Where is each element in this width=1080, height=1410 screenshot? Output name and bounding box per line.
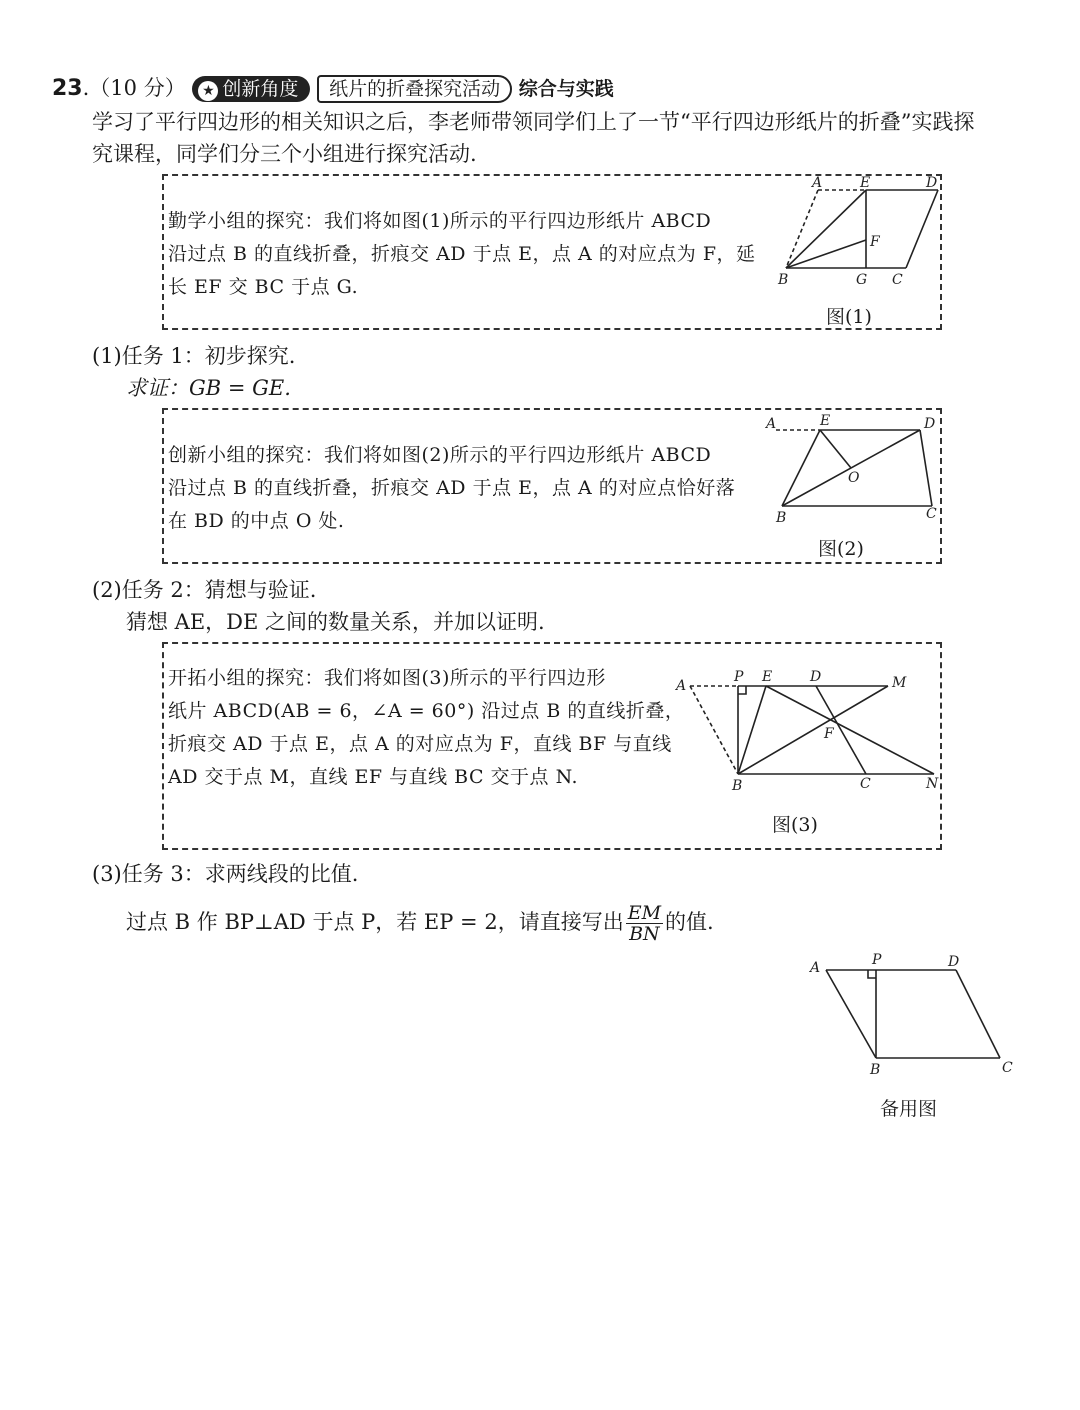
fig3-label-A: A <box>676 678 687 694</box>
spare-label-C: C <box>1002 1060 1013 1076</box>
box2-line-2: 沿过点 B 的直线折叠，折痕交 AD 于点 E，点 A 的对应点恰好落 <box>168 477 736 499</box>
fig2-label-D: D <box>924 416 936 432</box>
fig2-label-C: C <box>926 506 937 522</box>
spare-label-D: D <box>948 954 960 970</box>
fig3-label-M: M <box>892 675 907 691</box>
fig2-label-E: E <box>820 413 831 429</box>
fig1-label-B: B <box>778 272 789 288</box>
box3-line-2: 纸片 ABCD(AB = 6，∠A = 60°) 沿过点 B 的直线折叠， <box>168 700 685 722</box>
ratio-fraction <box>626 903 663 944</box>
box1-line-2: 沿过点 B 的直线折叠，折痕交 AD 于点 E，点 A 的对应点为 F，延 <box>168 243 756 265</box>
spare-label-A: A <box>810 960 821 976</box>
figure-2-caption: 图(2) <box>818 538 864 560</box>
fig3-label-P: P <box>734 669 744 685</box>
fig1-label-C: C <box>892 272 903 288</box>
spare-label-P: P <box>872 952 882 968</box>
box2-line-3: 在 BD 的中点 O 处. <box>168 510 345 532</box>
innovation-badge <box>192 76 310 102</box>
intro-line-2: 究课程，同学们分三个小组进行探究活动. <box>92 142 477 166</box>
spare-figure-caption: 备用图 <box>880 1098 938 1120</box>
fig3-label-C: C <box>860 776 871 792</box>
task3-body-before: 过点 B 作 BP⊥AD 于点 P，若 EP = 2，请直接写出 <box>126 910 624 934</box>
fraction-denominator: BN <box>629 923 660 945</box>
spare-figure <box>800 950 1030 1080</box>
box1-line-1: 勤学小组的探究：我们将如图(1)所示的平行四边形纸片 ABCD <box>168 210 712 232</box>
task2-title: (2)任务 2：猜想与验证. <box>92 578 317 602</box>
task2-body: 猜想 AE，DE 之间的数量关系，并加以证明. <box>126 610 545 634</box>
question-score: .（10 分） <box>82 76 186 100</box>
box3-line-4: AD 交于点 M，直线 EF 与直线 BC 交于点 N. <box>168 766 579 788</box>
task3-title: (3)任务 3：求两线段的比值. <box>92 862 359 886</box>
category-label: 综合与实践 <box>518 78 614 100</box>
box1-line-3: 长 EF 交 BC 于点 G. <box>168 276 359 298</box>
box2-line-1: 创新小组的探究：我们将如图(2)所示的平行四边形纸片 ABCD <box>168 444 712 466</box>
figure-1-caption: 图(1) <box>826 306 872 328</box>
task3-body-after: 的值. <box>665 910 714 934</box>
figure-1 <box>770 176 940 288</box>
topic-badge: 纸片的折叠探究活动 <box>317 75 512 103</box>
fig1-label-G: G <box>856 272 868 288</box>
task3-body <box>126 900 714 944</box>
fig1-label-A: A <box>812 176 823 191</box>
fig3-label-N: N <box>926 776 939 792</box>
task1-body: 求证：GB = GE. <box>126 376 291 400</box>
intro-line-1: 学习了平行四边形的相关知识之后，李老师带领同学们上了一节“平行四边形纸片的折叠”实践探 <box>92 110 975 134</box>
star-icon: ★ <box>198 81 218 101</box>
innovation-badge-label: 创新角度 <box>222 78 299 100</box>
task1-title: (1)任务 1：初步探究. <box>92 344 296 368</box>
question-number: 23 <box>52 76 83 101</box>
fraction-numerator: EM <box>627 902 662 924</box>
fig2-label-A: A <box>766 416 777 432</box>
fig1-label-D: D <box>926 176 938 191</box>
figure-3 <box>672 666 940 794</box>
figure-3-caption: 图(3) <box>772 814 818 836</box>
question-header <box>52 72 614 105</box>
fig3-label-B: B <box>732 778 743 794</box>
fig2-label-B: B <box>776 510 787 526</box>
fig3-label-E: E <box>762 669 773 685</box>
fig1-label-E: E <box>860 176 871 191</box>
fig2-label-O: O <box>848 470 860 486</box>
box3-line-3: 折痕交 AD 于点 E，点 A 的对应点为 F，直线 BF 与直线 <box>168 733 672 755</box>
fig3-label-D: D <box>810 669 822 685</box>
fig3-label-F: F <box>824 726 834 742</box>
box3-line-1: 开拓小组的探究：我们将如图(3)所示的平行四边形 <box>168 667 606 689</box>
fig1-label-F: F <box>870 234 880 250</box>
figure-2 <box>762 410 942 528</box>
spare-label-B: B <box>870 1062 881 1078</box>
